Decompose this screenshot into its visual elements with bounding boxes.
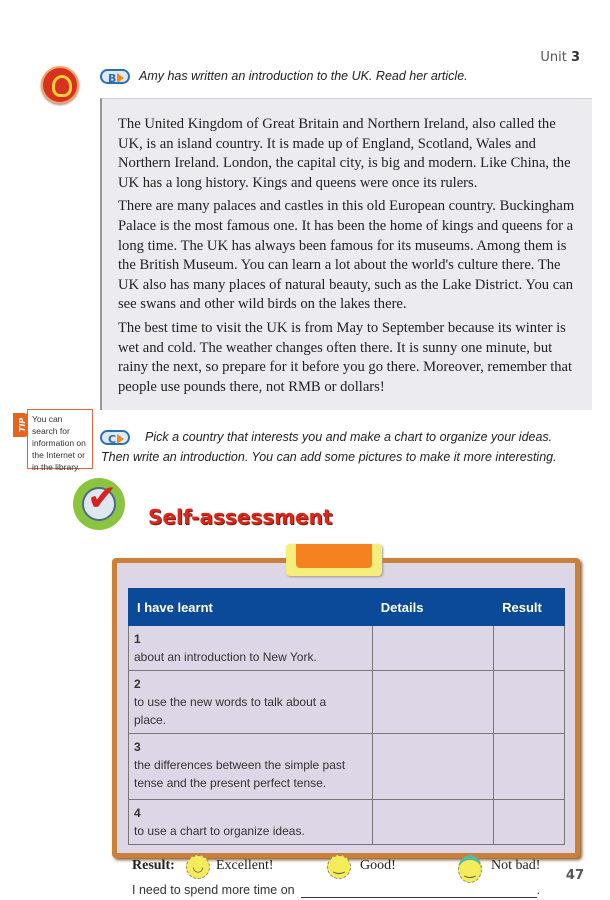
table-row (129, 734, 565, 800)
table-row (129, 800, 565, 845)
column-header: Details (372, 589, 493, 626)
row-text: to use the new words to talk about a place. (134, 695, 327, 727)
bandana-smile-icon: ‿ (458, 855, 482, 883)
self-assessment-title: Self-assessment (148, 505, 333, 529)
column-header: I have learnt (129, 589, 373, 626)
article-box (100, 98, 592, 410)
table-row (129, 671, 565, 734)
unit-text: Unit (540, 50, 567, 65)
result-legend (128, 855, 565, 881)
listen-ear-icon (41, 66, 79, 104)
result-cell[interactable] (494, 734, 565, 800)
row-number: 4 (134, 806, 141, 820)
section-c-tag: C (100, 430, 130, 445)
assessment-table (128, 588, 565, 845)
smile-icon: ‿ (327, 855, 351, 879)
article-paragraph: The best time to visit the UK is from May to September because its winter is wet and cold. The weather changes often there. It is sunny one minute, but rainy the next, so prepare for it before you go there. Moreover, remember that people use pounds there, not RMB or dollars! (118, 319, 573, 395)
assessment-content (128, 588, 565, 898)
result-cell[interactable] (494, 671, 565, 734)
checkmark-icon (73, 478, 125, 530)
rating-not-bad: Not bad! (491, 858, 541, 873)
unit-number: 3 (570, 50, 580, 65)
row-text: to use a chart to organize ideas. (134, 824, 305, 838)
need-more-time (132, 883, 565, 898)
row-number: 3 (134, 740, 141, 754)
result-label: Result: (132, 858, 175, 873)
unit-label (540, 50, 580, 65)
result-cell[interactable] (494, 800, 565, 845)
section-b-tag: B (100, 69, 130, 84)
tip-box: You can search for information on the Internet or in the library. (27, 409, 93, 469)
table-header-row (129, 589, 565, 626)
row-text: the differences between the simple past tense and the present perfect tense. (134, 758, 346, 790)
article-paragraph: The United Kingdom of Great Britain and Northern Ireland, also called the UK, is an island country. It is made up of England, Scotland, Wales and Northern Ireland. London, the capital city, is big and modern. Like China, the UK has a long history. Kings and queens were once its rulers. (118, 116, 571, 191)
answer-blank[interactable] (301, 883, 537, 898)
rating-excellent: Excellent! (216, 858, 274, 873)
column-header: Result (494, 589, 565, 626)
table-row (129, 626, 565, 671)
section-c-instruction-2: Then write an introduction. You can add some pictures to make it more interesting. (101, 450, 557, 464)
need-more-label: I need to spend more time on (132, 883, 295, 897)
row-number: 2 (134, 677, 141, 691)
details-cell[interactable] (372, 734, 493, 800)
frame-tab-decoration (286, 544, 382, 576)
tip-badge: TIP (13, 413, 33, 437)
row-text: about an introduction to New York. (134, 650, 317, 664)
page-number: 47 (565, 868, 584, 883)
need-more-end: . (536, 883, 541, 897)
big-smile-icon: ◡ (186, 855, 210, 879)
rating-good: Good! (360, 858, 396, 873)
section-c-instruction-1: Pick a country that interests you and make a chart to organize your ideas. (145, 430, 553, 444)
result-cell[interactable] (494, 626, 565, 671)
details-cell[interactable] (372, 626, 493, 671)
details-cell[interactable] (372, 800, 493, 845)
article-paragraph: There are many palaces and castles in this old European country. Buckingham Palace is the most famous one. It has been the home of kings and queens for a long time. The UK has always been famous for its museums. Among them is the British Museum. You can learn a lot about the world's culture there. The UK also has many places of natural beauty, such as the Lake District. You can see swans and other wild birds on the lakes there. (118, 198, 575, 313)
row-number: 1 (134, 632, 141, 646)
section-b-instruction: Amy has written an introduction to the UK. Read her article. (139, 69, 468, 83)
details-cell[interactable] (372, 671, 493, 734)
